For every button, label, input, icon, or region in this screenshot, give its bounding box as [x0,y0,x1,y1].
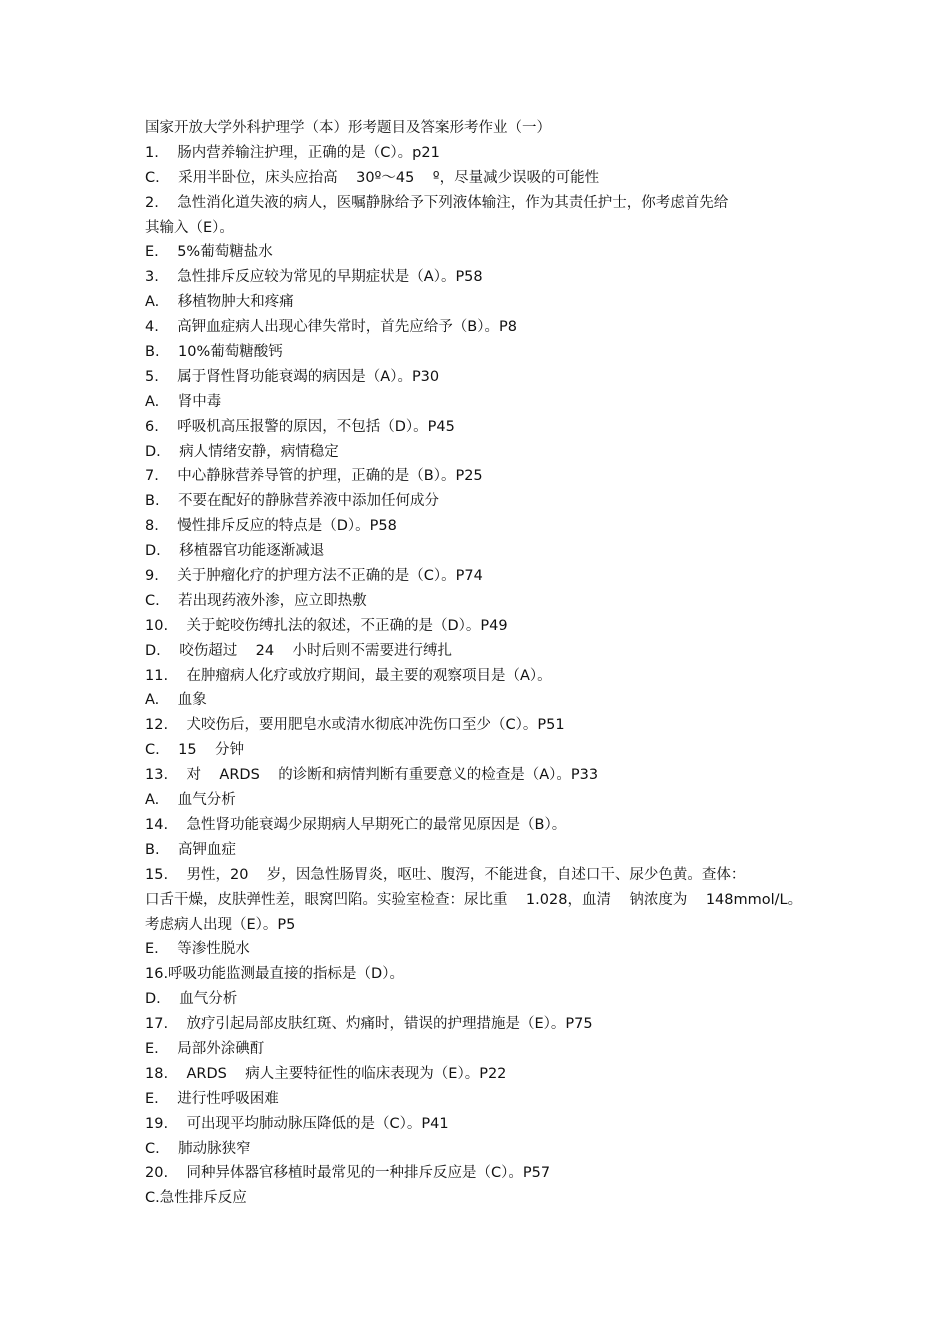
document-title: 国家开放大学外科护理学（本）形考题目及答案形考作业（一） [145,120,551,136]
text-line: A. 移植物肿大和疼痛 [145,294,294,311]
text-line: B. 高钾血症 [145,841,236,858]
document-body [145,141,825,1211]
text-line: B. 10%葡萄糖酸钙 [145,344,283,361]
text-line: 11. 在肿瘤病人化疗或放疗期间，最主要的观察项目是（A）。 [145,667,552,684]
text-line: 4. 高钾血症病人出现心律失常时，首先应给予（B）。P8 [145,319,517,336]
text-line: 3. 急性排斥反应较为常见的早期症状是（A）。P58 [145,269,483,286]
document-page [145,116,825,1211]
text-line: C. 肺动脉狭窄 [145,1140,251,1157]
text-line: E. 局部外涂碘酊 [145,1040,265,1057]
text-line: A. 肾中毒 [145,393,222,410]
text-line: B. 不要在配好的静脉营养液中添加任何成分 [145,493,439,510]
text-line: 20. 同种异体器官移植时最常见的一种排斥反应是（C）。P57 [145,1165,551,1182]
text-line: 18. ARDS 病人主要特征性的临床表现为（E）。P22 [145,1065,507,1082]
text-line: D. 病人情绪安静，病情稳定 [145,443,339,460]
text-line: 5. 属于肾性肾功能衰竭的病因是（A）。P30 [145,368,440,385]
text-line: C. 15 分钟 [145,742,245,759]
text-line: C. 若出现药液外渗，应立即热敷 [145,592,367,609]
text-line: 6. 呼吸机高压报警的原因，不包括（D）。P45 [145,418,455,435]
text-line: 19. 可出现平均肺动脉压降低的是（C）。P41 [145,1115,449,1132]
text-line: A. 血气分析 [145,792,236,809]
text-line: A. 血象 [145,692,207,709]
text-line: 1. 肠内营养输注护理，正确的是（C）。p21 [145,144,440,161]
text-line: E. 等渗性脱水 [145,941,250,958]
text-line: D. 移植器官功能逐渐减退 [145,543,325,560]
text-line: C. 采用半卧位，床头应抬高 30º～45 º，尽量减少误吸的可能性 [145,169,600,186]
text-line: 口舌干燥，皮肤弹性差，眼窝凹陷。实验室检查：尿比重 1.028，血清 钠浓度为 148mmol/L。 [145,891,803,908]
text-line: 15. 男性，20 岁，因急性肠胃炎，呕吐、腹泻，不能进食，自述口干、尿少色黄。查体： [145,866,746,883]
text-line: 12. 犬咬伤后，要用肥皂水或清水彻底冲洗伤口至少（C）。P51 [145,717,565,734]
text-line: 17. 放疗引起局部皮肤红斑、灼痛时，错误的护理措施是（E）。P75 [145,1016,593,1033]
text-line: 10. 关于蛇咬伤缚扎法的叙述，不正确的是（D）。P49 [145,617,508,634]
text-line: 考虑病人出现（E）。P5 [145,916,296,933]
text-line: E. 5%葡萄糖盐水 [145,244,273,261]
text-line: 14. 急性肾功能衰竭少尿期病人早期死亡的最常见原因是（B）。 [145,816,567,833]
text-line: 2. 急性消化道失液的病人，医嘱静脉给予下列液体输注，作为其责任护士，你考虑首先给 [145,194,729,211]
text-line: 16.呼吸功能监测最直接的指标是（D）。 [145,966,404,983]
text-line: C.急性排斥反应 [145,1190,247,1207]
text-line: E. 进行性呼吸困难 [145,1090,279,1107]
text-line: 其输入（E）。 [145,219,234,236]
text-line: 13. 对 ARDS 的诊断和病情判断有重要意义的检查是（A）。P33 [145,767,599,784]
text-line: D. 血气分析 [145,991,238,1008]
text-line: 8. 慢性排斥反应的特点是（D）。P58 [145,518,397,535]
text-line: 9. 关于肿瘤化疗的护理方法不正确的是（C）。P74 [145,568,483,585]
text-line: 7. 中心静脉营养导管的护理，正确的是（B）。P25 [145,468,483,485]
text-line: D. 咬伤超过 24 小时后则不需要进行缚扎 [145,642,453,659]
